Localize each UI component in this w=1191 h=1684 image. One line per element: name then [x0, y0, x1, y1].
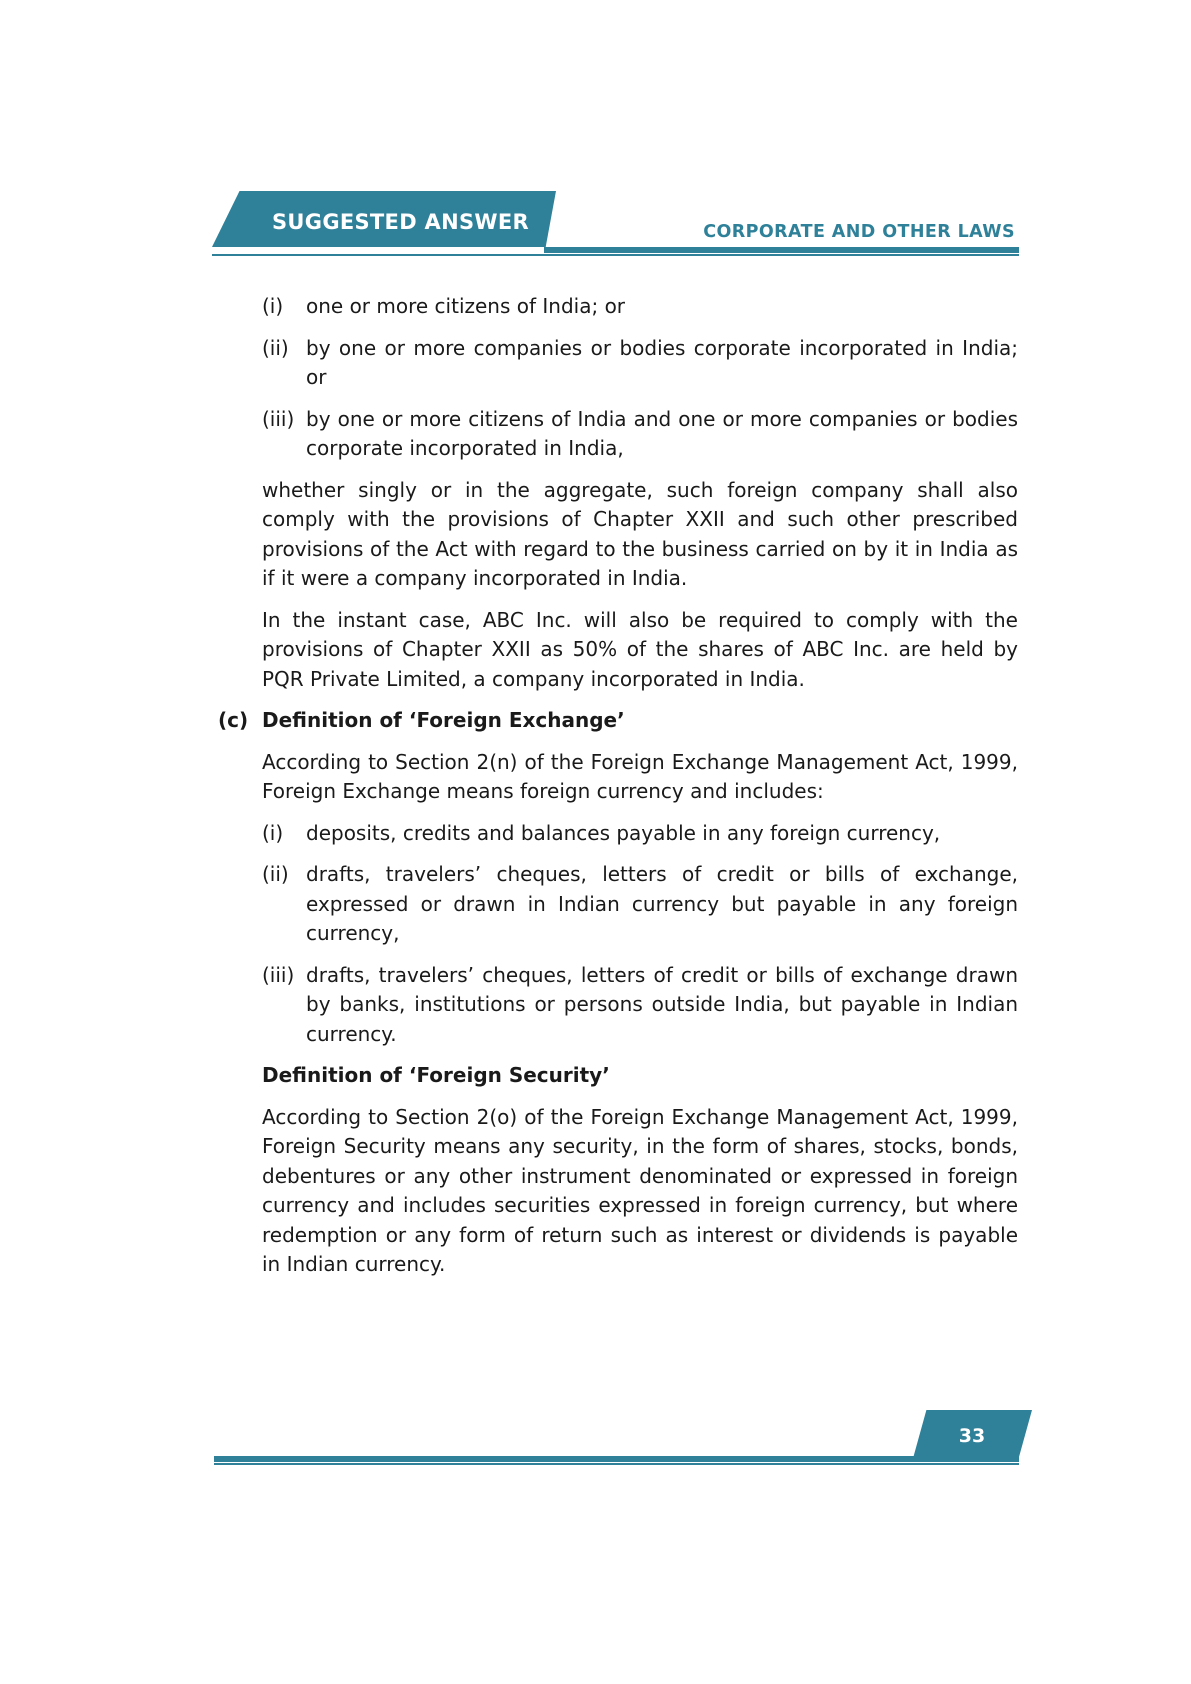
citizen-list [262, 292, 1018, 694]
list-item [262, 961, 1018, 1050]
list-item-number: (iii) [262, 406, 295, 431]
header-rule-thin [212, 254, 1019, 256]
list-item-number: (ii) [262, 335, 289, 360]
footer-rule [214, 1456, 1019, 1462]
list-item-text: by one or more companies or bodies corporate incorporated in India; or [306, 335, 1018, 389]
page-number: 33 [958, 1425, 986, 1447]
list-item [262, 860, 1018, 949]
list-item-text: deposits, credits and balances payable in any foreign currency, [306, 820, 941, 845]
footer-rule-thin [214, 1463, 1019, 1465]
section-title: Definition of ‘Foreign Exchange’ [262, 708, 625, 732]
list-item-text: by one or more citizens of India and one or more companies or bodies corporate incorporated in India, [306, 406, 1018, 460]
paragraph: In the instant case, ABC Inc. will also be required to comply with the provisions of Chapter XXII as 50% of the shares of ABC Inc. are held by PQR Private Limited, a company incorporated in India. [262, 607, 1018, 691]
paragraph: According to Section 2(o) of the Foreign Exchange Management Act, 1999, Foreign Security means any security, in the form of shares, stocks, bonds, debentures or any other instrument denominated or expressed in foreign currency and includes securities expressed in foreign currency, but where redemption or any form of return such as interest or dividends is payable in Indian currency. [262, 1104, 1018, 1276]
section-body [262, 748, 1018, 1280]
paragraph: According to Section 2(n) of the Foreign Exchange Management Act, 1999, Foreign Exchange means foreign currency and includes: [262, 749, 1018, 803]
list-item [262, 292, 1018, 322]
list-item-number: (ii) [262, 862, 289, 886]
list-item-number: (i) [262, 294, 284, 318]
list-item-number: (i) [262, 820, 284, 845]
section-letter: (c) [218, 708, 249, 732]
paragraph: whether singly or in the aggregate, such foreign company shall also comply with the provisions of Chapter XXII and such other prescribed provisions of the Act with regard to the business carried on by it in India as if it were a company incorporated in India. [262, 477, 1018, 590]
section-heading [218, 706, 1018, 736]
list-item [262, 334, 1018, 393]
list-item [262, 405, 1018, 464]
list-item-text: one or more citizens of India; or [306, 294, 626, 318]
list-item [262, 819, 1018, 849]
header-rule [544, 247, 1019, 253]
list-item-text: drafts, travelers’ cheques, letters of credit or bills of exchange, expressed or drawn in Indian currency but payable in any foreign currency, [306, 862, 1018, 945]
header-tab-label: SUGGESTED ANSWER [272, 210, 529, 234]
page-content [218, 292, 1018, 1292]
list-item-number: (iii) [262, 962, 295, 987]
subheading: Definition of ‘Foreign Security’ [262, 1063, 610, 1087]
header-subject: CORPORATE AND OTHER LAWS [703, 222, 1015, 242]
list-item-text: drafts, travelers’ cheques, letters of credit or bills of exchange drawn by banks, institutions or persons outside India, but payable in Indian currency. [306, 962, 1018, 1046]
